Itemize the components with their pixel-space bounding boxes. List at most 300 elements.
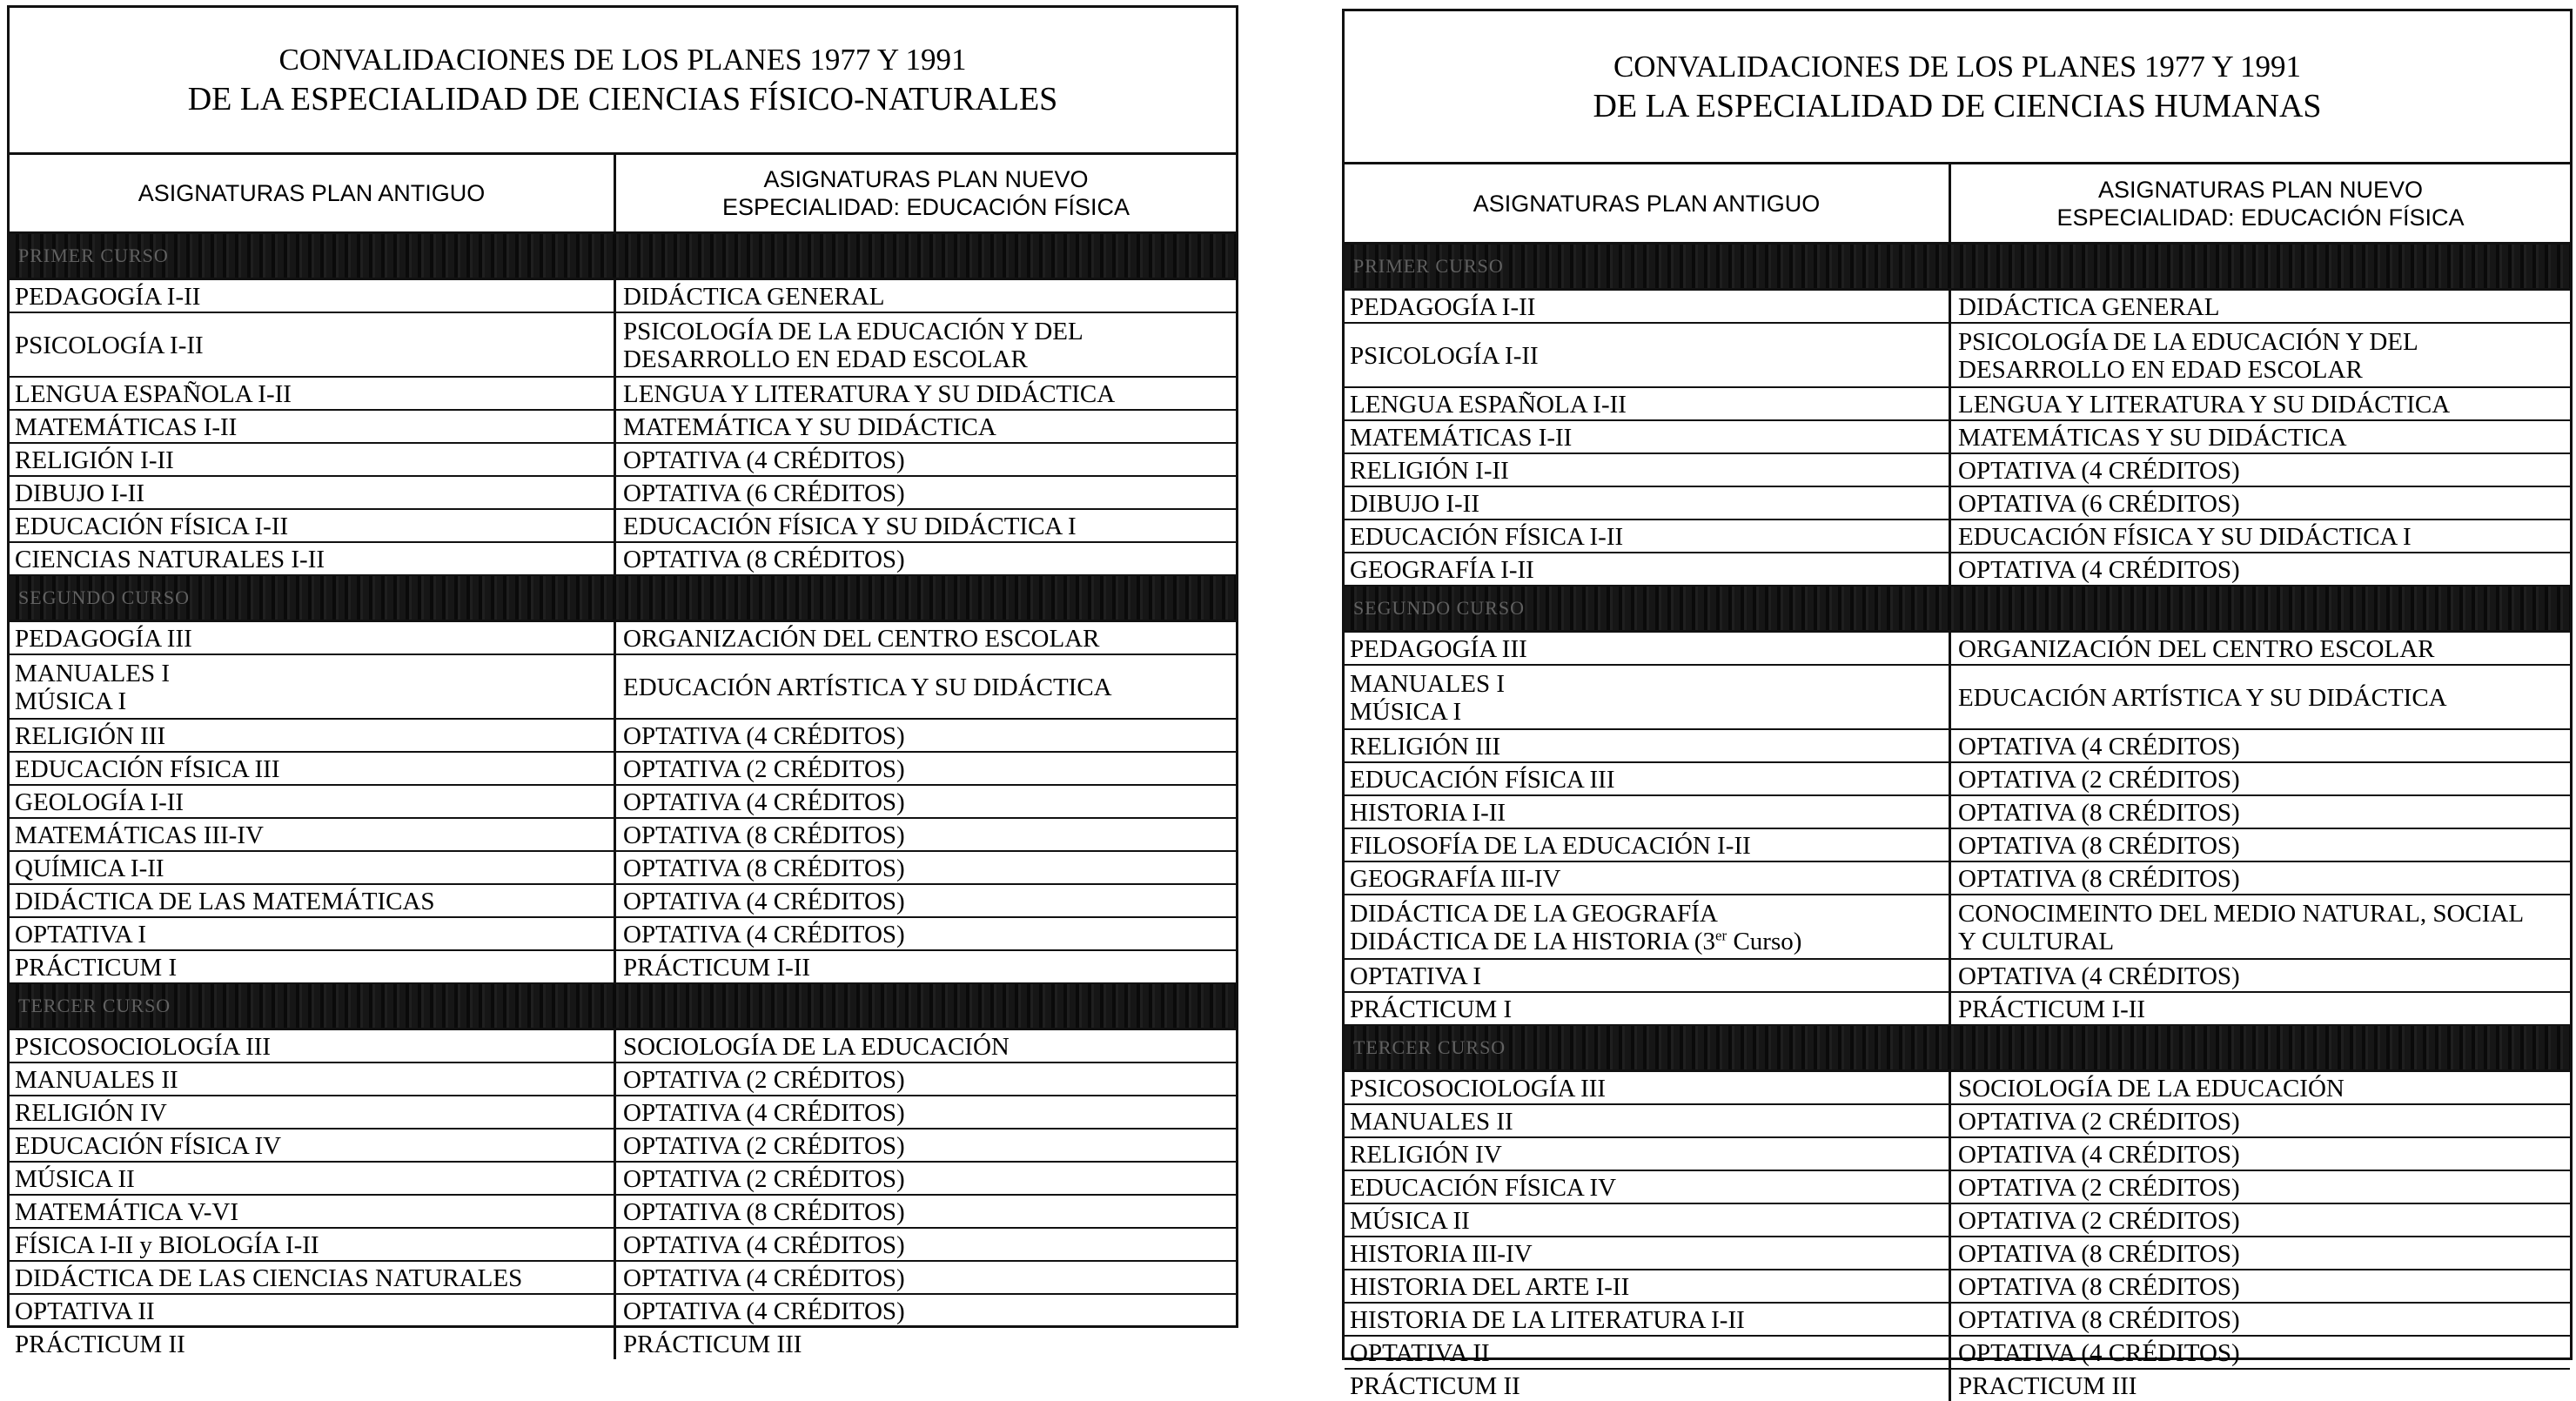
cell-old-subject <box>1345 520 1951 552</box>
cell-new-subject <box>616 477 1236 508</box>
cell-line: EDUCACIÓN FÍSICA Y SU DIDÁCTICA I <box>1958 522 2412 551</box>
table-row <box>1345 993 2570 1026</box>
cell-line: OPTATIVA II <box>15 1297 155 1325</box>
section-band <box>10 984 1236 1030</box>
cell-line: OPTATIVA (8 CRÉDITOS) <box>1958 1272 2240 1301</box>
table-row <box>10 1196 1236 1229</box>
cell-line: MATEMÁTICAS III-IV <box>15 821 264 849</box>
cell-new-subject <box>616 622 1236 654</box>
cell-old-subject <box>1345 487 1951 519</box>
cell-new-subject <box>1951 730 2570 761</box>
convalidation-table-fisico-naturales <box>7 5 1238 1358</box>
cell-line: CIENCIAS NATURALES I-II <box>15 545 325 573</box>
cell-line: OPTATIVA I <box>1350 962 1482 990</box>
cell-old-subject <box>10 444 616 475</box>
table-title <box>10 8 1236 155</box>
cell-line: DIDÁCTICA DE LA GEOGRAFÍA <box>1350 899 1718 928</box>
cell-new-subject <box>1951 1237 2570 1269</box>
cell-line: OPTATIVA (8 CRÉDITOS) <box>1958 1239 2240 1268</box>
cell-old-subject <box>1345 1072 1951 1103</box>
cell-new-subject <box>616 510 1236 541</box>
cell-line: OPTATIVA (4 CRÉDITOS) <box>623 788 905 816</box>
cell-old-subject <box>10 885 616 916</box>
header-new-plan-line-2: ESPECIALIDAD: EDUCACIÓN FÍSICA <box>721 194 1130 220</box>
table-row <box>1345 1237 2570 1270</box>
cell-old-subject <box>10 411 616 442</box>
cell-new-subject <box>616 411 1236 442</box>
cell-new-subject <box>1951 487 2570 519</box>
cell-old-subject <box>1345 1171 1951 1203</box>
cell-new-subject <box>1951 388 2570 419</box>
cell-old-subject <box>1345 1105 1951 1136</box>
cell-line: MATEMÁTICAS I-II <box>1350 423 1573 452</box>
column-header-row <box>10 155 1236 234</box>
table-body <box>1345 245 2570 1401</box>
cell-line: OPTATIVA (2 CRÉDITOS) <box>623 1131 905 1160</box>
cell-old-subject <box>10 1063 616 1095</box>
table-row <box>10 378 1236 411</box>
table-row <box>1345 1171 2570 1204</box>
cell-new-subject <box>1951 1105 2570 1136</box>
table-row <box>1345 553 2570 587</box>
cell-old-subject <box>1345 1138 1951 1170</box>
table-row <box>10 444 1236 477</box>
cell-line: OPTATIVA (8 CRÉDITOS) <box>623 854 905 882</box>
cell-line: ORGANIZACIÓN DEL CENTRO ESCOLAR <box>1958 634 2435 663</box>
table-row <box>10 1130 1236 1163</box>
table-row <box>10 885 1236 918</box>
cell-line: RELIGIÓN IV <box>15 1098 167 1127</box>
table-row <box>1345 730 2570 763</box>
table-row <box>1345 1270 2570 1304</box>
cell-line: GEOGRAFÍA I-II <box>1350 555 1534 584</box>
cell-line: GEOLOGÍA I-II <box>15 788 184 816</box>
cell-new-subject <box>616 951 1236 982</box>
cell-old-subject <box>10 510 616 541</box>
cell-line: LENGUA ESPAÑOLA I-II <box>1350 390 1627 419</box>
cell-new-subject <box>1951 553 2570 585</box>
cell-line: SOCIOLOGÍA DE LA EDUCACIÓN <box>623 1032 1010 1061</box>
cell-old-subject <box>10 1130 616 1161</box>
cell-line: OPTATIVA (4 CRÉDITOS) <box>623 1297 905 1325</box>
cell-old-subject <box>10 655 616 718</box>
section-band <box>10 576 1236 622</box>
cell-line: OPTATIVA (2 CRÉDITOS) <box>1958 765 2240 794</box>
cell-new-subject <box>1951 796 2570 828</box>
cell-new-subject <box>616 786 1236 817</box>
cell-line: OPTATIVA (6 CRÉDITOS) <box>623 479 905 507</box>
cell-old-subject <box>1345 796 1951 828</box>
cell-line: LENGUA Y LITERATURA Y SU DIDÁCTICA <box>1958 390 2451 419</box>
table-body <box>10 234 1236 1359</box>
cell-line: DESARROLLO EN EDAD ESCOLAR <box>1958 355 2363 384</box>
cell-new-subject <box>1951 666 2570 728</box>
table-row <box>1345 487 2570 520</box>
cell-line: HISTORIA I-II <box>1350 798 1506 827</box>
table-row <box>1345 1304 2570 1337</box>
cell-line: OPTATIVA (2 CRÉDITOS) <box>1958 1206 2240 1235</box>
cell-new-subject <box>1951 1270 2570 1302</box>
table-row <box>10 819 1236 852</box>
cell-line: OPTATIVA I <box>15 920 147 949</box>
cell-new-subject <box>1951 763 2570 794</box>
cell-old-subject <box>10 1030 616 1062</box>
cell-old-subject <box>1345 291 1951 322</box>
cell-old-subject <box>10 543 616 574</box>
table-row <box>10 543 1236 576</box>
cell-line: OPTATIVA (4 CRÉDITOS) <box>1958 555 2240 584</box>
cell-new-subject <box>616 1262 1236 1293</box>
cell-line: RELIGIÓN III <box>15 721 166 750</box>
cell-line: OPTATIVA (8 CRÉDITOS) <box>623 821 905 849</box>
cell-line: OPTATIVA (2 CRÉDITOS) <box>623 1065 905 1094</box>
header-new-plan-line-1: ASIGNATURAS PLAN NUEVO <box>763 166 1089 192</box>
table-row <box>1345 862 2570 895</box>
cell-line: MATEMÁTICA V-VI <box>15 1197 238 1226</box>
cell-line: PRÁCTICUM I-II <box>1958 995 2146 1023</box>
table-row <box>10 786 1236 819</box>
title-line-2: DE LA ESPECIALIDAD DE CIENCIAS FÍSICO-NATURALES <box>187 81 1058 117</box>
cell-old-subject <box>10 918 616 949</box>
cell-line: OPTATIVA (4 CRÉDITOS) <box>623 920 905 949</box>
cell-old-subject <box>1345 862 1951 894</box>
cell-line: EDUCACIÓN FÍSICA I-II <box>15 512 289 540</box>
table-row <box>1345 1105 2570 1138</box>
cell-new-subject <box>1951 454 2570 486</box>
cell-line: OPTATIVA (2 CRÉDITOS) <box>623 1164 905 1193</box>
cell-line: OPTATIVA (4 CRÉDITOS) <box>623 1230 905 1259</box>
cell-line: DIDÁCTICA DE LAS CIENCIAS NATURALES <box>15 1264 523 1292</box>
cell-old-subject <box>1345 553 1951 585</box>
cell-old-subject <box>1345 633 1951 664</box>
cell-old-subject <box>1345 1270 1951 1302</box>
cell-line: ORGANIZACIÓN DEL CENTRO ESCOLAR <box>623 624 1100 653</box>
table-row <box>10 1096 1236 1130</box>
table-row <box>1345 324 2570 388</box>
section-band <box>1345 587 2570 633</box>
header-old-plan: ASIGNATURAS PLAN ANTIGUO <box>1345 164 1951 242</box>
cell-line: MATEMÁTICAS I-II <box>15 412 238 441</box>
cell-new-subject <box>616 1130 1236 1161</box>
cell-new-subject <box>616 1063 1236 1095</box>
cell-line: PSICOLOGÍA I-II <box>1350 341 1539 370</box>
cell-old-subject <box>1345 1237 1951 1269</box>
cell-line: MATEMÁTICA Y SU DIDÁCTICA <box>623 412 996 441</box>
cell-line: SOCIOLOGÍA DE LA EDUCACIÓN <box>1958 1074 2345 1103</box>
table-row <box>10 1262 1236 1295</box>
header-new-plan <box>616 155 1236 231</box>
cell-line: OPTATIVA (2 CRÉDITOS) <box>623 754 905 783</box>
table-title <box>1345 11 2570 164</box>
header-new-plan <box>1951 164 2570 242</box>
cell-line: EDUCACIÓN FÍSICA IV <box>1350 1173 1617 1202</box>
cell-line: OPTATIVA (2 CRÉDITOS) <box>1958 1107 2240 1136</box>
cell-new-subject <box>616 655 1236 718</box>
cell-new-subject <box>616 1295 1236 1326</box>
section-label: PRIMER CURSO <box>18 245 169 266</box>
cell-line: MANUALES II <box>15 1065 178 1094</box>
cell-new-subject <box>616 313 1236 376</box>
table-row <box>10 1229 1236 1262</box>
section-band <box>1345 1026 2570 1072</box>
convalidation-table-humanas <box>1342 9 2573 1400</box>
cell-line: MÚSICA II <box>15 1164 135 1193</box>
cell-old-subject <box>10 1196 616 1227</box>
table-row <box>1345 421 2570 454</box>
cell-line: Y CULTURAL <box>1958 927 2115 955</box>
cell-line: EDUCACIÓN FÍSICA IV <box>15 1131 282 1160</box>
cell-old-subject <box>10 1328 616 1359</box>
title-line-1: CONVALIDACIONES DE LOS PLANES 1977 Y 1991 <box>278 43 967 77</box>
cell-new-subject <box>616 819 1236 850</box>
cell-old-subject <box>1345 960 1951 991</box>
cell-line: DIBUJO I-II <box>15 479 144 507</box>
cell-line: MANUALES I <box>15 659 171 687</box>
cell-line: RELIGIÓN III <box>1350 732 1501 761</box>
cell-new-subject <box>616 280 1236 312</box>
cell-line: OPTATIVA (4 CRÉDITOS) <box>623 887 905 915</box>
cell-new-subject <box>1951 1171 2570 1203</box>
cell-old-subject <box>10 819 616 850</box>
section-label: PRIMER CURSO <box>1353 255 1504 277</box>
cell-line: PRACTICUM III <box>1958 1371 2137 1400</box>
cell-new-subject <box>616 1196 1236 1227</box>
cell-line: EDUCACIÓN FÍSICA Y SU DIDÁCTICA I <box>623 512 1077 540</box>
cell-line: OPTATIVA (8 CRÉDITOS) <box>623 1197 905 1226</box>
cell-line: OPTATIVA (4 CRÉDITOS) <box>623 721 905 750</box>
cell-old-subject <box>10 622 616 654</box>
table-row <box>10 313 1236 378</box>
cell-new-subject <box>616 885 1236 916</box>
cell-line: PRÁCTICUM II <box>1350 1371 1520 1400</box>
cell-line: OPTATIVA (4 CRÉDITOS) <box>623 446 905 474</box>
cell-line: OPTATIVA (6 CRÉDITOS) <box>1958 489 2240 518</box>
cell-line: EDUCACIÓN FÍSICA III <box>1350 765 1615 794</box>
cell-new-subject <box>616 1229 1236 1260</box>
table-row <box>1345 633 2570 666</box>
cell-line: PSICOSOCIOLOGÍA III <box>15 1032 272 1061</box>
cell-line: DIDÁCTICA DE LAS MATEMÁTICAS <box>15 887 435 915</box>
cell-new-subject <box>616 852 1236 883</box>
cell-line: MANUALES I <box>1350 669 1506 698</box>
table-row <box>10 852 1236 885</box>
cell-line: HISTORIA III-IV <box>1350 1239 1533 1268</box>
table-row <box>1345 1370 2570 1401</box>
cell-line: PRÁCTICUM I-II <box>623 953 811 982</box>
table-row <box>10 753 1236 786</box>
cell-new-subject <box>1951 1304 2570 1335</box>
cell-old-subject <box>1345 388 1951 419</box>
cell-old-subject <box>10 720 616 751</box>
cell-old-subject <box>1345 730 1951 761</box>
cell-new-subject <box>1951 895 2570 958</box>
cell-old-subject <box>1345 993 1951 1024</box>
cell-old-subject <box>10 951 616 982</box>
table-row <box>10 510 1236 543</box>
cell-line: OPTATIVA (8 CRÉDITOS) <box>1958 864 2240 893</box>
cell-new-subject <box>1951 291 2570 322</box>
cell-line: OPTATIVA (4 CRÉDITOS) <box>1958 732 2240 761</box>
table-row <box>10 477 1236 510</box>
table-row <box>10 1063 1236 1096</box>
table-row <box>1345 1072 2570 1105</box>
table-row <box>10 1295 1236 1328</box>
cell-line: PEDAGOGÍA I-II <box>15 282 201 311</box>
table-row <box>10 280 1236 313</box>
cell-new-subject <box>616 753 1236 784</box>
cell-line: HISTORIA DEL ARTE I-II <box>1350 1272 1630 1301</box>
title-line-1: CONVALIDACIONES DE LOS PLANES 1977 Y 1991 <box>1613 49 2302 84</box>
table-row <box>10 411 1236 444</box>
cell-line: OPTATIVA (8 CRÉDITOS) <box>1958 1305 2240 1334</box>
cell-line: PSICOLOGÍA I-II <box>15 331 204 359</box>
column-header-row <box>1345 164 2570 245</box>
table-row <box>1345 388 2570 421</box>
table-row <box>1345 291 2570 324</box>
cell-old-subject <box>1345 324 1951 386</box>
table-row <box>1345 1337 2570 1370</box>
table-row <box>1345 1138 2570 1171</box>
cell-new-subject <box>1951 1138 2570 1170</box>
cell-line: PSICOLOGÍA DE LA EDUCACIÓN Y DEL <box>623 317 1083 345</box>
cell-old-subject <box>10 1262 616 1293</box>
cell-line: FILOSOFÍA DE LA EDUCACIÓN I-II <box>1350 831 1751 860</box>
cell-line: MATEMÁTICAS Y SU DIDÁCTICA <box>1958 423 2347 452</box>
cell-line: RELIGIÓN I-II <box>15 446 174 474</box>
cell-line: LENGUA Y LITERATURA Y SU DIDÁCTICA <box>623 379 1116 408</box>
cell-line: OPTATIVA (8 CRÉDITOS) <box>1958 798 2240 827</box>
cell-line: DIDÁCTICA DE LA HISTORIA (3er Curso) <box>1350 926 1802 955</box>
table-row <box>1345 895 2570 960</box>
cell-line: PEDAGOGÍA III <box>15 624 192 653</box>
cell-line: FÍSICA I-II y BIOLOGÍA I-II <box>15 1230 319 1259</box>
section-label: SEGUNDO CURSO <box>1353 597 1525 619</box>
cell-line: EDUCACIÓN FÍSICA III <box>15 754 280 783</box>
section-label: TERCER CURSO <box>1353 1036 1506 1058</box>
cell-line: GEOGRAFÍA III-IV <box>1350 864 1561 893</box>
cell-line: HISTORIA DE LA LITERATURA I-II <box>1350 1305 1745 1334</box>
cell-new-subject <box>616 1163 1236 1194</box>
cell-new-subject <box>616 1096 1236 1128</box>
cell-old-subject <box>10 1295 616 1326</box>
cell-line: EDUCACIÓN FÍSICA I-II <box>1350 522 1624 551</box>
table-row <box>1345 960 2570 993</box>
cell-new-subject <box>616 1328 1236 1359</box>
cell-new-subject <box>616 543 1236 574</box>
cell-new-subject <box>616 444 1236 475</box>
table-row <box>10 1030 1236 1063</box>
cell-line: DESARROLLO EN EDAD ESCOLAR <box>623 345 1028 373</box>
header-new-plan-line-2: ESPECIALIDAD: EDUCACIÓN FÍSICA <box>2056 204 2465 231</box>
cell-line: RELIGIÓN IV <box>1350 1140 1502 1169</box>
cell-line: MÚSICA I <box>1350 697 1462 726</box>
cell-new-subject <box>616 720 1236 751</box>
title-line-2: DE LA ESPECIALIDAD DE CIENCIAS HUMANAS <box>1593 87 2322 124</box>
table-row <box>10 951 1236 984</box>
cell-line: CONOCIMEINTO DEL MEDIO NATURAL, SOCIAL <box>1958 899 2525 928</box>
cell-line: OPTATIVA (4 CRÉDITOS) <box>623 1264 905 1292</box>
cell-line: OPTATIVA (8 CRÉDITOS) <box>623 545 905 573</box>
cell-line: QUÍMICA I-II <box>15 854 164 882</box>
cell-line: MANUALES II <box>1350 1107 1513 1136</box>
table-row <box>10 622 1236 655</box>
cell-line: PEDAGOGÍA III <box>1350 634 1527 663</box>
cell-line: PRÁCTICUM III <box>623 1330 802 1358</box>
table-row <box>1345 520 2570 553</box>
cell-new-subject <box>1951 520 2570 552</box>
table-row <box>10 918 1236 951</box>
section-band <box>10 234 1236 280</box>
cell-line: PRÁCTICUM I <box>15 953 178 982</box>
cell-new-subject <box>1951 1370 2570 1401</box>
section-band <box>1345 245 2570 291</box>
cell-old-subject <box>10 1096 616 1128</box>
cell-line: PRÁCTICUM I <box>1350 995 1513 1023</box>
cell-line: RELIGIÓN I-II <box>1350 456 1509 485</box>
table-row <box>10 1163 1236 1196</box>
table-row <box>1345 454 2570 487</box>
cell-old-subject <box>1345 895 1951 958</box>
cell-line: EDUCACIÓN ARTÍSTICA Y SU DIDÁCTICA <box>623 673 1112 701</box>
cell-new-subject <box>616 378 1236 409</box>
cell-new-subject <box>616 918 1236 949</box>
cell-old-subject <box>1345 454 1951 486</box>
cell-new-subject <box>1951 633 2570 664</box>
cell-old-subject <box>1345 1304 1951 1335</box>
cell-line: OPTATIVA (8 CRÉDITOS) <box>1958 831 2240 860</box>
cell-new-subject <box>1951 1204 2570 1236</box>
cell-line: OPTATIVA (4 CRÉDITOS) <box>1958 456 2240 485</box>
cell-old-subject <box>10 852 616 883</box>
cell-new-subject <box>1951 324 2570 386</box>
cell-old-subject <box>10 753 616 784</box>
cell-line: LENGUA ESPAÑOLA I-II <box>15 379 292 408</box>
cell-old-subject <box>1345 666 1951 728</box>
cell-old-subject <box>1345 1370 1951 1401</box>
cell-new-subject <box>1951 829 2570 861</box>
cell-line: OPTATIVA II <box>1350 1338 1490 1367</box>
table-row <box>1345 763 2570 796</box>
cell-old-subject <box>10 313 616 376</box>
cell-line: EDUCACIÓN ARTÍSTICA Y SU DIDÁCTICA <box>1958 683 2447 712</box>
cell-old-subject <box>10 477 616 508</box>
cell-line: OPTATIVA (4 CRÉDITOS) <box>623 1098 905 1127</box>
cell-line: OPTATIVA (2 CRÉDITOS) <box>1958 1173 2240 1202</box>
cell-line: DIBUJO I-II <box>1350 489 1479 518</box>
cell-old-subject <box>1345 829 1951 861</box>
cell-old-subject <box>10 1163 616 1194</box>
cell-line: OPTATIVA (4 CRÉDITOS) <box>1958 962 2240 990</box>
cell-new-subject <box>1951 960 2570 991</box>
table-row <box>1345 796 2570 829</box>
cell-line: DIDÁCTICA GENERAL <box>623 282 885 311</box>
section-label: SEGUNDO CURSO <box>18 587 190 608</box>
cell-old-subject <box>10 786 616 817</box>
cell-old-subject <box>1345 1204 1951 1236</box>
table-row <box>1345 1204 2570 1237</box>
section-label: TERCER CURSO <box>18 995 171 1016</box>
cell-line: PSICOLOGÍA DE LA EDUCACIÓN Y DEL <box>1958 327 2418 356</box>
header-new-plan-line-1: ASIGNATURAS PLAN NUEVO <box>2097 176 2424 203</box>
cell-old-subject <box>10 1229 616 1260</box>
cell-line: PRÁCTICUM II <box>15 1330 185 1358</box>
cell-line: OPTATIVA (4 CRÉDITOS) <box>1958 1338 2240 1367</box>
cell-line: OPTATIVA (4 CRÉDITOS) <box>1958 1140 2240 1169</box>
cell-new-subject <box>1951 993 2570 1024</box>
cell-line: PSICOSOCIOLOGÍA III <box>1350 1074 1607 1103</box>
cell-new-subject <box>1951 1072 2570 1103</box>
table-row <box>10 720 1236 753</box>
